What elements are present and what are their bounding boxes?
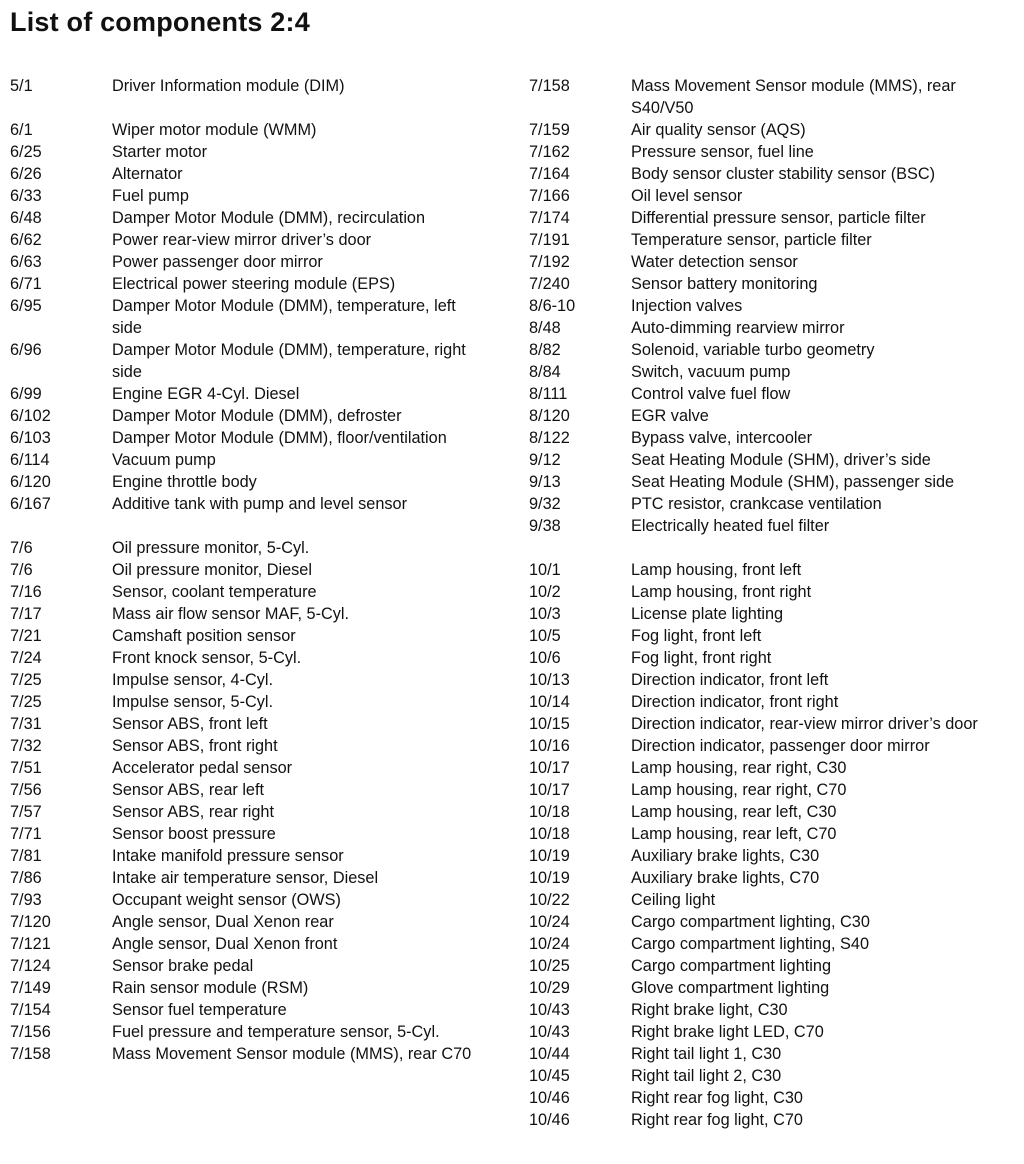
component-entry [529, 625, 1019, 647]
component-group [529, 75, 1019, 537]
component-description: Direction indicator, front right [631, 693, 839, 711]
component-code: 10/2 [529, 583, 561, 601]
component-code: 10/16 [529, 737, 570, 755]
component-code: 7/25 [10, 693, 42, 711]
component-entry [10, 273, 510, 295]
component-entry [10, 845, 510, 867]
component-entry [10, 779, 510, 801]
component-description: Seat Heating Module (SHM), driver’s side [631, 451, 931, 469]
component-code: 8/82 [529, 341, 561, 359]
component-code: 10/17 [529, 759, 570, 777]
component-description: Auxiliary brake lights, C30 [631, 847, 820, 865]
component-description: License plate lighting [631, 605, 784, 623]
component-entry [10, 207, 510, 229]
component-description: Bypass valve, intercooler [631, 429, 812, 447]
component-entry [10, 427, 510, 449]
component-code: 7/162 [529, 143, 570, 161]
component-code: 7/51 [10, 759, 42, 777]
component-entry [529, 977, 1019, 999]
component-entry [10, 647, 510, 669]
component-description: Power rear-view mirror driver’s door [112, 231, 372, 249]
component-code: 6/1 [10, 121, 33, 139]
component-entry [10, 1043, 510, 1065]
component-description: Control valve fuel flow [631, 385, 791, 403]
component-entry [10, 119, 510, 141]
right-column [529, 75, 1019, 1153]
component-entry [10, 603, 510, 625]
component-code: 9/32 [529, 495, 561, 513]
component-entry [529, 867, 1019, 889]
component-code: 7/121 [10, 935, 51, 953]
component-entry [10, 163, 510, 185]
component-entry [529, 141, 1019, 163]
component-entry [10, 713, 510, 735]
component-entry [529, 163, 1019, 185]
page-title: List of components 2:4 [10, 7, 310, 37]
component-code: 7/25 [10, 671, 42, 689]
component-code: 10/29 [529, 979, 570, 997]
component-entry [529, 603, 1019, 625]
component-code: 8/122 [529, 429, 570, 447]
component-entry [529, 999, 1019, 1021]
component-code: 7/81 [10, 847, 42, 865]
component-description: Oil pressure monitor, 5-Cyl. [112, 539, 310, 557]
component-description: Cargo compartment lighting, S40 [631, 935, 870, 953]
component-code: 7/24 [10, 649, 42, 667]
component-description: Mass Movement Sensor module (MMS), rear C70 [112, 1045, 472, 1063]
component-description: Damper Motor Module (DMM), defroster [112, 407, 402, 425]
component-code: 10/18 [529, 825, 570, 843]
component-entry [529, 889, 1019, 911]
component-entry [10, 339, 510, 383]
component-code: 7/154 [10, 1001, 51, 1019]
component-code: 10/25 [529, 957, 570, 975]
component-description: Right brake light LED, C70 [631, 1023, 824, 1041]
component-description: Oil pressure monitor, Diesel [112, 561, 312, 579]
component-code: 8/48 [529, 319, 561, 337]
component-code: 6/95 [10, 297, 42, 315]
component-description: Angle sensor, Dual Xenon front [112, 935, 338, 953]
component-description: EGR valve [631, 407, 709, 425]
component-description: Damper Motor Module (DMM), temperature, right side [112, 341, 466, 381]
component-entry [10, 471, 510, 493]
component-code: 7/174 [529, 209, 570, 227]
component-entry [10, 383, 510, 405]
component-entry [10, 801, 510, 823]
component-code: 10/5 [529, 627, 561, 645]
component-code: 7/93 [10, 891, 42, 909]
component-description: Fog light, front left [631, 627, 762, 645]
component-entry [529, 361, 1019, 383]
component-code: 7/17 [10, 605, 42, 623]
component-entry [10, 823, 510, 845]
component-code: 9/38 [529, 517, 561, 535]
component-code: 7/6 [10, 561, 33, 579]
component-code: 10/18 [529, 803, 570, 821]
component-code: 9/13 [529, 473, 561, 491]
component-code: 7/159 [529, 121, 570, 139]
component-description: Sensor fuel temperature [112, 1001, 287, 1019]
component-entry [529, 1109, 1019, 1131]
component-code: 6/96 [10, 341, 42, 359]
component-description: Vacuum pump [112, 451, 216, 469]
component-entry [529, 75, 1019, 119]
component-description: Direction indicator, rear-view mirror driver’s door [631, 715, 978, 733]
component-code: 9/12 [529, 451, 561, 469]
component-entry [529, 295, 1019, 317]
component-description: Right tail light 1, C30 [631, 1045, 782, 1063]
component-entry [529, 1087, 1019, 1109]
component-code: 7/149 [10, 979, 51, 997]
component-entry [529, 207, 1019, 229]
component-group [10, 119, 510, 515]
component-entry [529, 911, 1019, 933]
component-code: 7/21 [10, 627, 42, 645]
component-entry [10, 867, 510, 889]
component-description: Sensor brake pedal [112, 957, 254, 975]
component-entry [529, 317, 1019, 339]
component-code: 6/63 [10, 253, 42, 271]
component-description: Seat Heating Module (SHM), passenger side [631, 473, 955, 491]
component-code: 6/120 [10, 473, 51, 491]
component-description: Lamp housing, rear right, C30 [631, 759, 847, 777]
component-entry [10, 251, 510, 273]
component-description: Lamp housing, front right [631, 583, 812, 601]
component-code: 6/167 [10, 495, 51, 513]
component-description: Injection valves [631, 297, 743, 315]
component-entry [10, 691, 510, 713]
component-description: Lamp housing, rear left, C70 [631, 825, 837, 843]
component-description: Glove compartment lighting [631, 979, 830, 997]
component-code: 6/102 [10, 407, 51, 425]
component-code: 7/57 [10, 803, 42, 821]
component-entry [10, 933, 510, 955]
component-code: 6/103 [10, 429, 51, 447]
component-code: 7/32 [10, 737, 42, 755]
component-entry [529, 471, 1019, 493]
component-entry [529, 823, 1019, 845]
component-code: 6/114 [10, 451, 50, 469]
component-description: Electrically heated fuel filter [631, 517, 830, 535]
component-entry [10, 999, 510, 1021]
component-entry [529, 933, 1019, 955]
component-description: Sensor ABS, front left [112, 715, 268, 733]
component-code: 7/164 [529, 165, 570, 183]
component-description: Sensor ABS, front right [112, 737, 278, 755]
component-code: 7/71 [10, 825, 42, 843]
component-entry [10, 889, 510, 911]
component-code: 10/24 [529, 913, 570, 931]
component-entry [10, 1021, 510, 1043]
component-description: Angle sensor, Dual Xenon rear [112, 913, 334, 931]
component-description: Fuel pressure and temperature sensor, 5-Cyl. [112, 1023, 440, 1041]
component-description: Engine EGR 4-Cyl. Diesel [112, 385, 300, 403]
component-code: 7/16 [10, 583, 42, 601]
component-description: Lamp housing, front left [631, 561, 802, 579]
component-code: 7/6 [10, 539, 33, 557]
component-description: Cargo compartment lighting [631, 957, 831, 975]
component-entry [529, 1043, 1019, 1065]
component-entry [10, 735, 510, 757]
component-entry [529, 581, 1019, 603]
component-description: Direction indicator, passenger door mirror [631, 737, 930, 755]
component-code: 10/14 [529, 693, 570, 711]
component-code: 6/33 [10, 187, 42, 205]
component-code: 10/43 [529, 1001, 570, 1019]
component-entry [529, 669, 1019, 691]
component-description: Sensor ABS, rear left [112, 781, 265, 799]
component-description: Auxiliary brake lights, C70 [631, 869, 820, 887]
component-entry [529, 713, 1019, 735]
component-entry [529, 1065, 1019, 1087]
component-description: Cargo compartment lighting, C30 [631, 913, 870, 931]
component-code: 7/158 [10, 1045, 51, 1063]
component-description: Accelerator pedal sensor [112, 759, 293, 777]
component-code: 7/191 [529, 231, 570, 249]
component-description: Air quality sensor (AQS) [631, 121, 806, 139]
component-code: 7/192 [529, 253, 570, 271]
component-code: 10/46 [529, 1111, 570, 1129]
component-code: 10/24 [529, 935, 570, 953]
component-description: Right brake light, C30 [631, 1001, 788, 1019]
component-code: 6/99 [10, 385, 42, 403]
component-entry [529, 845, 1019, 867]
component-description: PTC resistor, crankcase ventilation [631, 495, 882, 513]
component-code: 10/17 [529, 781, 570, 799]
component-entry [10, 757, 510, 779]
component-code: 10/43 [529, 1023, 570, 1041]
component-code: 6/26 [10, 165, 42, 183]
component-description: Direction indicator, front left [631, 671, 829, 689]
component-group [529, 559, 1019, 1131]
component-group [10, 75, 510, 97]
component-entry [529, 955, 1019, 977]
left-column [10, 75, 510, 1087]
component-entry [529, 339, 1019, 361]
component-description: Fog light, front right [631, 649, 772, 667]
component-description: Right rear fog light, C30 [631, 1089, 803, 1107]
component-entry [529, 229, 1019, 251]
component-description: Body sensor cluster stability sensor (BSC) [631, 165, 936, 183]
component-description: Sensor ABS, rear right [112, 803, 274, 821]
component-entry [529, 757, 1019, 779]
component-description: Right rear fog light, C70 [631, 1111, 803, 1129]
component-entry [10, 449, 510, 471]
component-code: 10/13 [529, 671, 570, 689]
component-entry [529, 735, 1019, 757]
component-entry [10, 75, 510, 97]
component-description: Driver Information module (DIM) [112, 77, 345, 95]
component-code: 10/15 [529, 715, 570, 733]
component-description: Fuel pump [112, 187, 189, 205]
component-entry [529, 273, 1019, 295]
component-entry [529, 515, 1019, 537]
component-entry [529, 493, 1019, 515]
component-entry [529, 427, 1019, 449]
component-description: Alternator [112, 165, 183, 183]
component-description: Lamp housing, rear right, C70 [631, 781, 847, 799]
component-description: Damper Motor Module (DMM), temperature, left side [112, 297, 456, 337]
component-entry [10, 185, 510, 207]
component-description: Mass air flow sensor MAF, 5-Cyl. [112, 605, 350, 623]
component-description: Impulse sensor, 5-Cyl. [112, 693, 274, 711]
component-description: Sensor boost pressure [112, 825, 276, 843]
component-code: 7/240 [529, 275, 570, 293]
component-code: 10/1 [529, 561, 561, 579]
component-group [10, 537, 510, 1065]
component-code: 7/158 [529, 77, 570, 95]
component-description: Sensor battery monitoring [631, 275, 818, 293]
component-code: 7/166 [529, 187, 570, 205]
component-description: Oil level sensor [631, 187, 743, 205]
component-code: 5/1 [10, 77, 33, 95]
component-description: Starter motor [112, 143, 208, 161]
component-description: Occupant weight sensor (OWS) [112, 891, 341, 909]
component-description: Damper Motor Module (DMM), floor/ventilation [112, 429, 447, 447]
component-description: Impulse sensor, 4-Cyl. [112, 671, 274, 689]
component-description: Intake air temperature sensor, Diesel [112, 869, 379, 887]
component-description: Camshaft position sensor [112, 627, 296, 645]
component-description: Engine throttle body [112, 473, 257, 491]
component-description: Right tail light 2, C30 [631, 1067, 782, 1085]
component-code: 8/111 [529, 385, 568, 403]
component-entry [10, 537, 510, 559]
component-code: 6/48 [10, 209, 42, 227]
component-entry [529, 251, 1019, 273]
component-description: Pressure sensor, fuel line [631, 143, 814, 161]
component-description: Electrical power steering module (EPS) [112, 275, 396, 293]
component-code: 7/120 [10, 913, 51, 931]
component-code: 7/31 [10, 715, 42, 733]
component-code: 10/46 [529, 1089, 570, 1107]
component-code: 6/71 [10, 275, 42, 293]
component-code: 6/62 [10, 231, 42, 249]
component-entry [529, 185, 1019, 207]
component-entry [10, 977, 510, 999]
component-entry [529, 405, 1019, 427]
component-description: Sensor, coolant temperature [112, 583, 317, 601]
component-description: Solenoid, variable turbo geometry [631, 341, 875, 359]
component-code: 7/124 [10, 957, 51, 975]
component-entry [10, 559, 510, 581]
component-description: Differential pressure sensor, particle filter [631, 209, 926, 227]
component-description: Lamp housing, rear left, C30 [631, 803, 837, 821]
component-code: 10/19 [529, 869, 570, 887]
component-entry [529, 691, 1019, 713]
component-entry [529, 559, 1019, 581]
component-code: 10/44 [529, 1045, 570, 1063]
component-entry [529, 779, 1019, 801]
component-entry [529, 449, 1019, 471]
component-entry [529, 647, 1019, 669]
component-code: 7/156 [10, 1023, 51, 1041]
component-entry [10, 625, 510, 647]
component-entry [10, 955, 510, 977]
component-entry [10, 493, 510, 515]
component-code: 10/6 [529, 649, 561, 667]
component-entry [529, 119, 1019, 141]
component-description: Ceiling light [631, 891, 716, 909]
component-code: 10/3 [529, 605, 561, 623]
component-entry [10, 581, 510, 603]
component-code: 10/45 [529, 1067, 570, 1085]
component-code: 10/22 [529, 891, 570, 909]
component-code: 8/84 [529, 363, 561, 381]
component-description: Additive tank with pump and level sensor [112, 495, 408, 513]
component-entry [10, 405, 510, 427]
component-description: Front knock sensor, 5-Cyl. [112, 649, 302, 667]
component-entry [529, 801, 1019, 823]
component-entry [529, 383, 1019, 405]
component-code: 10/19 [529, 847, 570, 865]
component-description: Wiper motor module (WMM) [112, 121, 317, 139]
component-description: Switch, vacuum pump [631, 363, 791, 381]
component-code: 8/6-10 [529, 297, 576, 315]
component-description: Mass Movement Sensor module (MMS), rear S40/V50 [631, 77, 956, 117]
component-description: Damper Motor Module (DMM), recirculation [112, 209, 426, 227]
component-code: 6/25 [10, 143, 42, 161]
component-description: Auto-dimming rearview mirror [631, 319, 845, 337]
component-description: Temperature sensor, particle filter [631, 231, 872, 249]
component-entry [10, 141, 510, 163]
component-code: 7/86 [10, 869, 42, 887]
component-entry [10, 295, 510, 339]
component-description: Rain sensor module (RSM) [112, 979, 309, 997]
component-description: Power passenger door mirror [112, 253, 323, 271]
component-entry [10, 229, 510, 251]
component-description: Water detection sensor [631, 253, 798, 271]
component-code: 8/120 [529, 407, 570, 425]
component-entry [10, 911, 510, 933]
component-code: 7/56 [10, 781, 42, 799]
component-description: Intake manifold pressure sensor [112, 847, 344, 865]
component-entry [529, 1021, 1019, 1043]
component-entry [10, 669, 510, 691]
